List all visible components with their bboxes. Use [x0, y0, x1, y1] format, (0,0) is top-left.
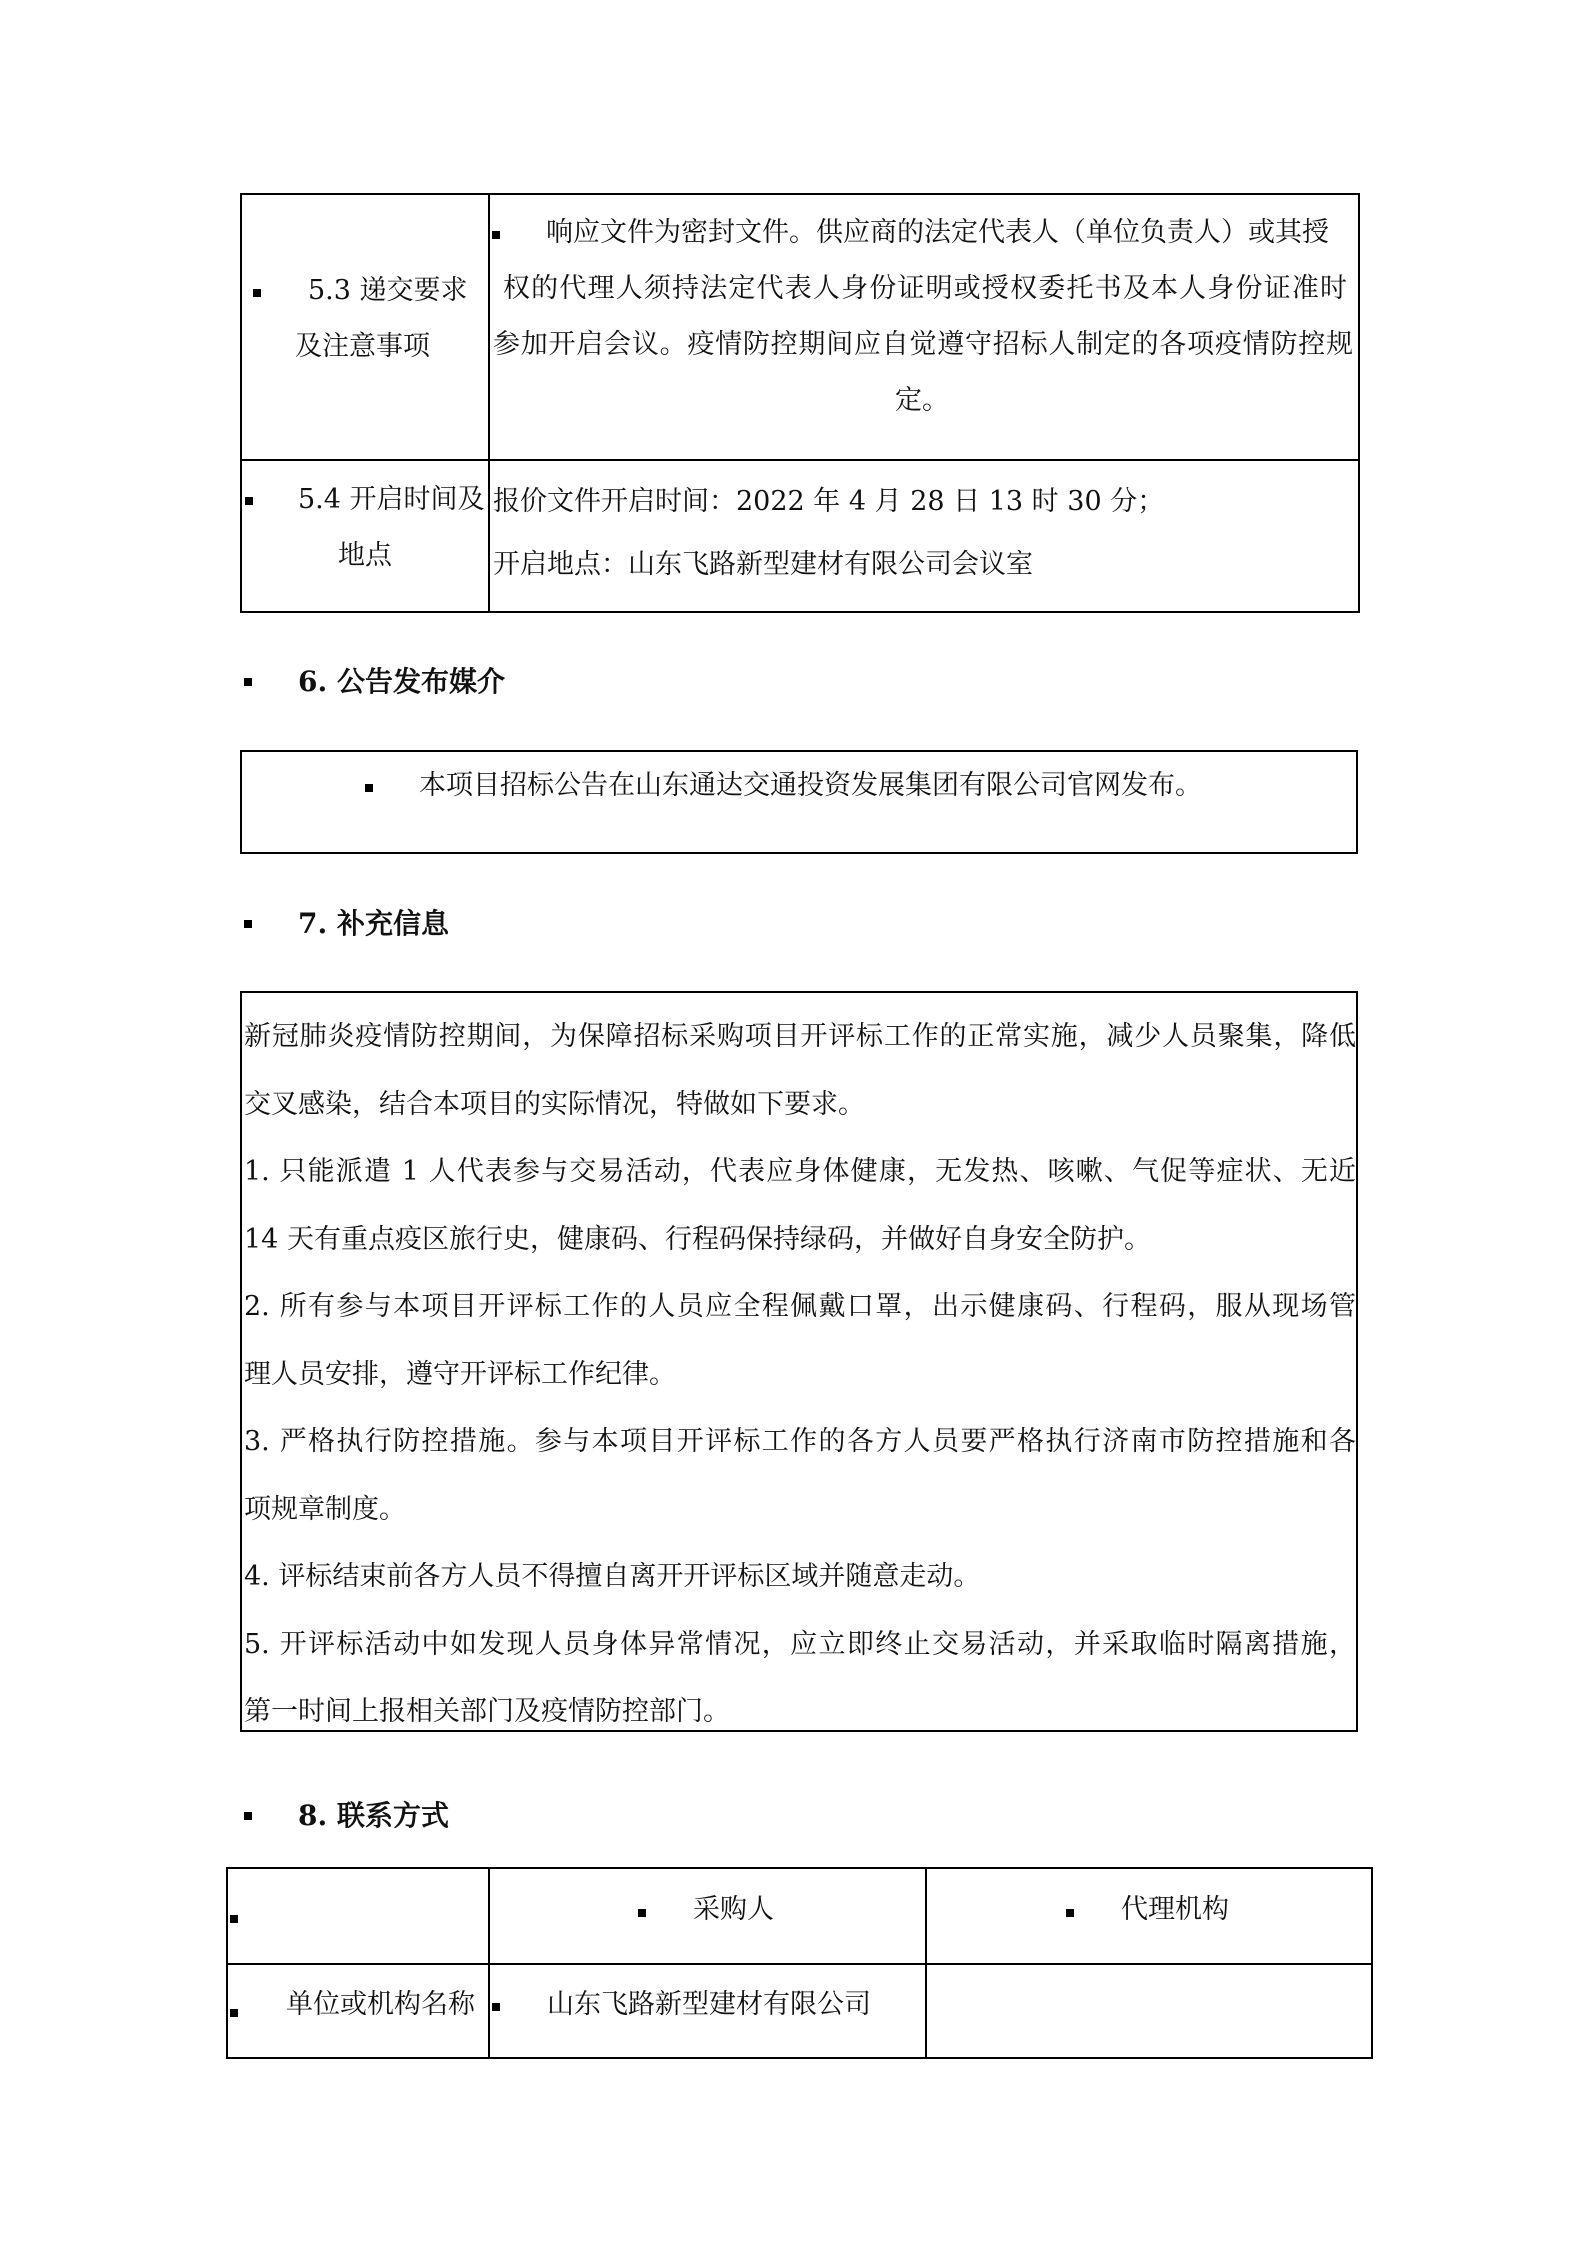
tender-table-divider [488, 193, 490, 613]
contact-table-row-divider [226, 1963, 1373, 1965]
bullet-icon [253, 289, 261, 297]
contact-header-purchaser: 采购人 [693, 1894, 774, 1925]
section-7-line: 4. 评标结束前各方人员不得擅自离开开评标区域并随意走动。 [244, 1561, 981, 1592]
bullet-icon [492, 2003, 500, 2011]
section-7-line: 3. 严格执行防控措施。参与本项目开评标工作的各方人员要严格执行济南市防控措施和各 [244, 1426, 1356, 1457]
section-7-text [244, 1003, 1356, 1746]
section-8-heading: 8. 联系方式 [298, 1799, 449, 1832]
bullet-icon [230, 2009, 238, 2017]
bullet-icon [244, 920, 252, 928]
row-53-label-line1: 5.3 递交要求 [308, 275, 468, 306]
section-7-line: 5. 开评标活动中如发现人员身体异常情况，应立即终止交易活动，并采取临时隔离措施， [244, 1628, 1356, 1660]
contact-header-agency: 代理机构 [1121, 1894, 1229, 1925]
section-7-line: 第一时间上报相关部门及疫情防控部门。 [244, 1696, 730, 1727]
bullet-icon [244, 678, 252, 686]
row-53-content-line3: 参加开启会议。疫情防控期间应自觉遵守招标人制定的各项疫情防控规 [493, 329, 1353, 360]
bullet-icon [492, 231, 500, 239]
section-7-line: 1. 只能派遣 1 人代表参与交易活动，代表应身体健康，无发热、咳嗽、气促等症状、无近 [244, 1156, 1356, 1187]
contact-row-label: 单位或机构名称 [286, 1989, 475, 2020]
row-53-content-line1: 响应文件为密封文件。供应商的法定代表人（单位负责人）或其授 [546, 217, 1329, 248]
row-53-content-line4: 定。 [895, 385, 949, 416]
tender-table-row-divider [240, 459, 1360, 461]
section-7-line: 项规章制度。 [244, 1493, 406, 1525]
section-6-content: 本项目招标公告在山东通达交通投资发展集团有限公司官网发布。 [419, 770, 1202, 801]
bullet-icon [230, 1915, 238, 1923]
row-53-label-line2: 及注意事项 [295, 331, 430, 362]
row-54-content-line2: 开启地点：山东飞路新型建材有限公司会议室 [493, 549, 1033, 580]
section-7-line: 理人员安排，遵守开评标工作纪律。 [244, 1358, 676, 1390]
row-54-label-line1: 5.4 开启时间及 [298, 484, 485, 515]
section-6-heading: 6. 公告发布媒介 [298, 665, 505, 698]
contact-purchaser-name: 山东飞路新型建材有限公司 [547, 1989, 871, 2020]
section-7-line: 新冠肺炎疫情防控期间，为保障招标采购项目开评标工作的正常实施，减少人员聚集，降低 [244, 1021, 1356, 1052]
bullet-icon [365, 784, 373, 792]
section-7-line: 交叉感染，结合本项目的实际情况，特做如下要求。 [244, 1088, 865, 1120]
row-54-content-line1: 报价文件开启时间：2022 年 4 月 28 日 13 时 30 分； [493, 486, 1165, 517]
section-7-line: 14 天有重点疫区旅行史，健康码、行程码保持绿码，并做好自身安全防护。 [244, 1223, 1151, 1255]
section-7-heading: 7. 补充信息 [298, 907, 449, 940]
bullet-icon [244, 1812, 252, 1820]
row-54-label-line2: 地点 [338, 540, 392, 571]
section-7-line: 2. 所有参与本项目开评标工作的人员应全程佩戴口罩，出示健康码、行程码，服从现场管 [244, 1291, 1356, 1322]
bullet-icon [245, 497, 253, 505]
row-53-content-line2: 权的代理人须持法定代表人身份证明或授权委托书及本人身份证准时 [503, 273, 1347, 304]
bullet-icon [638, 1909, 646, 1917]
bullet-icon [1066, 1909, 1074, 1917]
